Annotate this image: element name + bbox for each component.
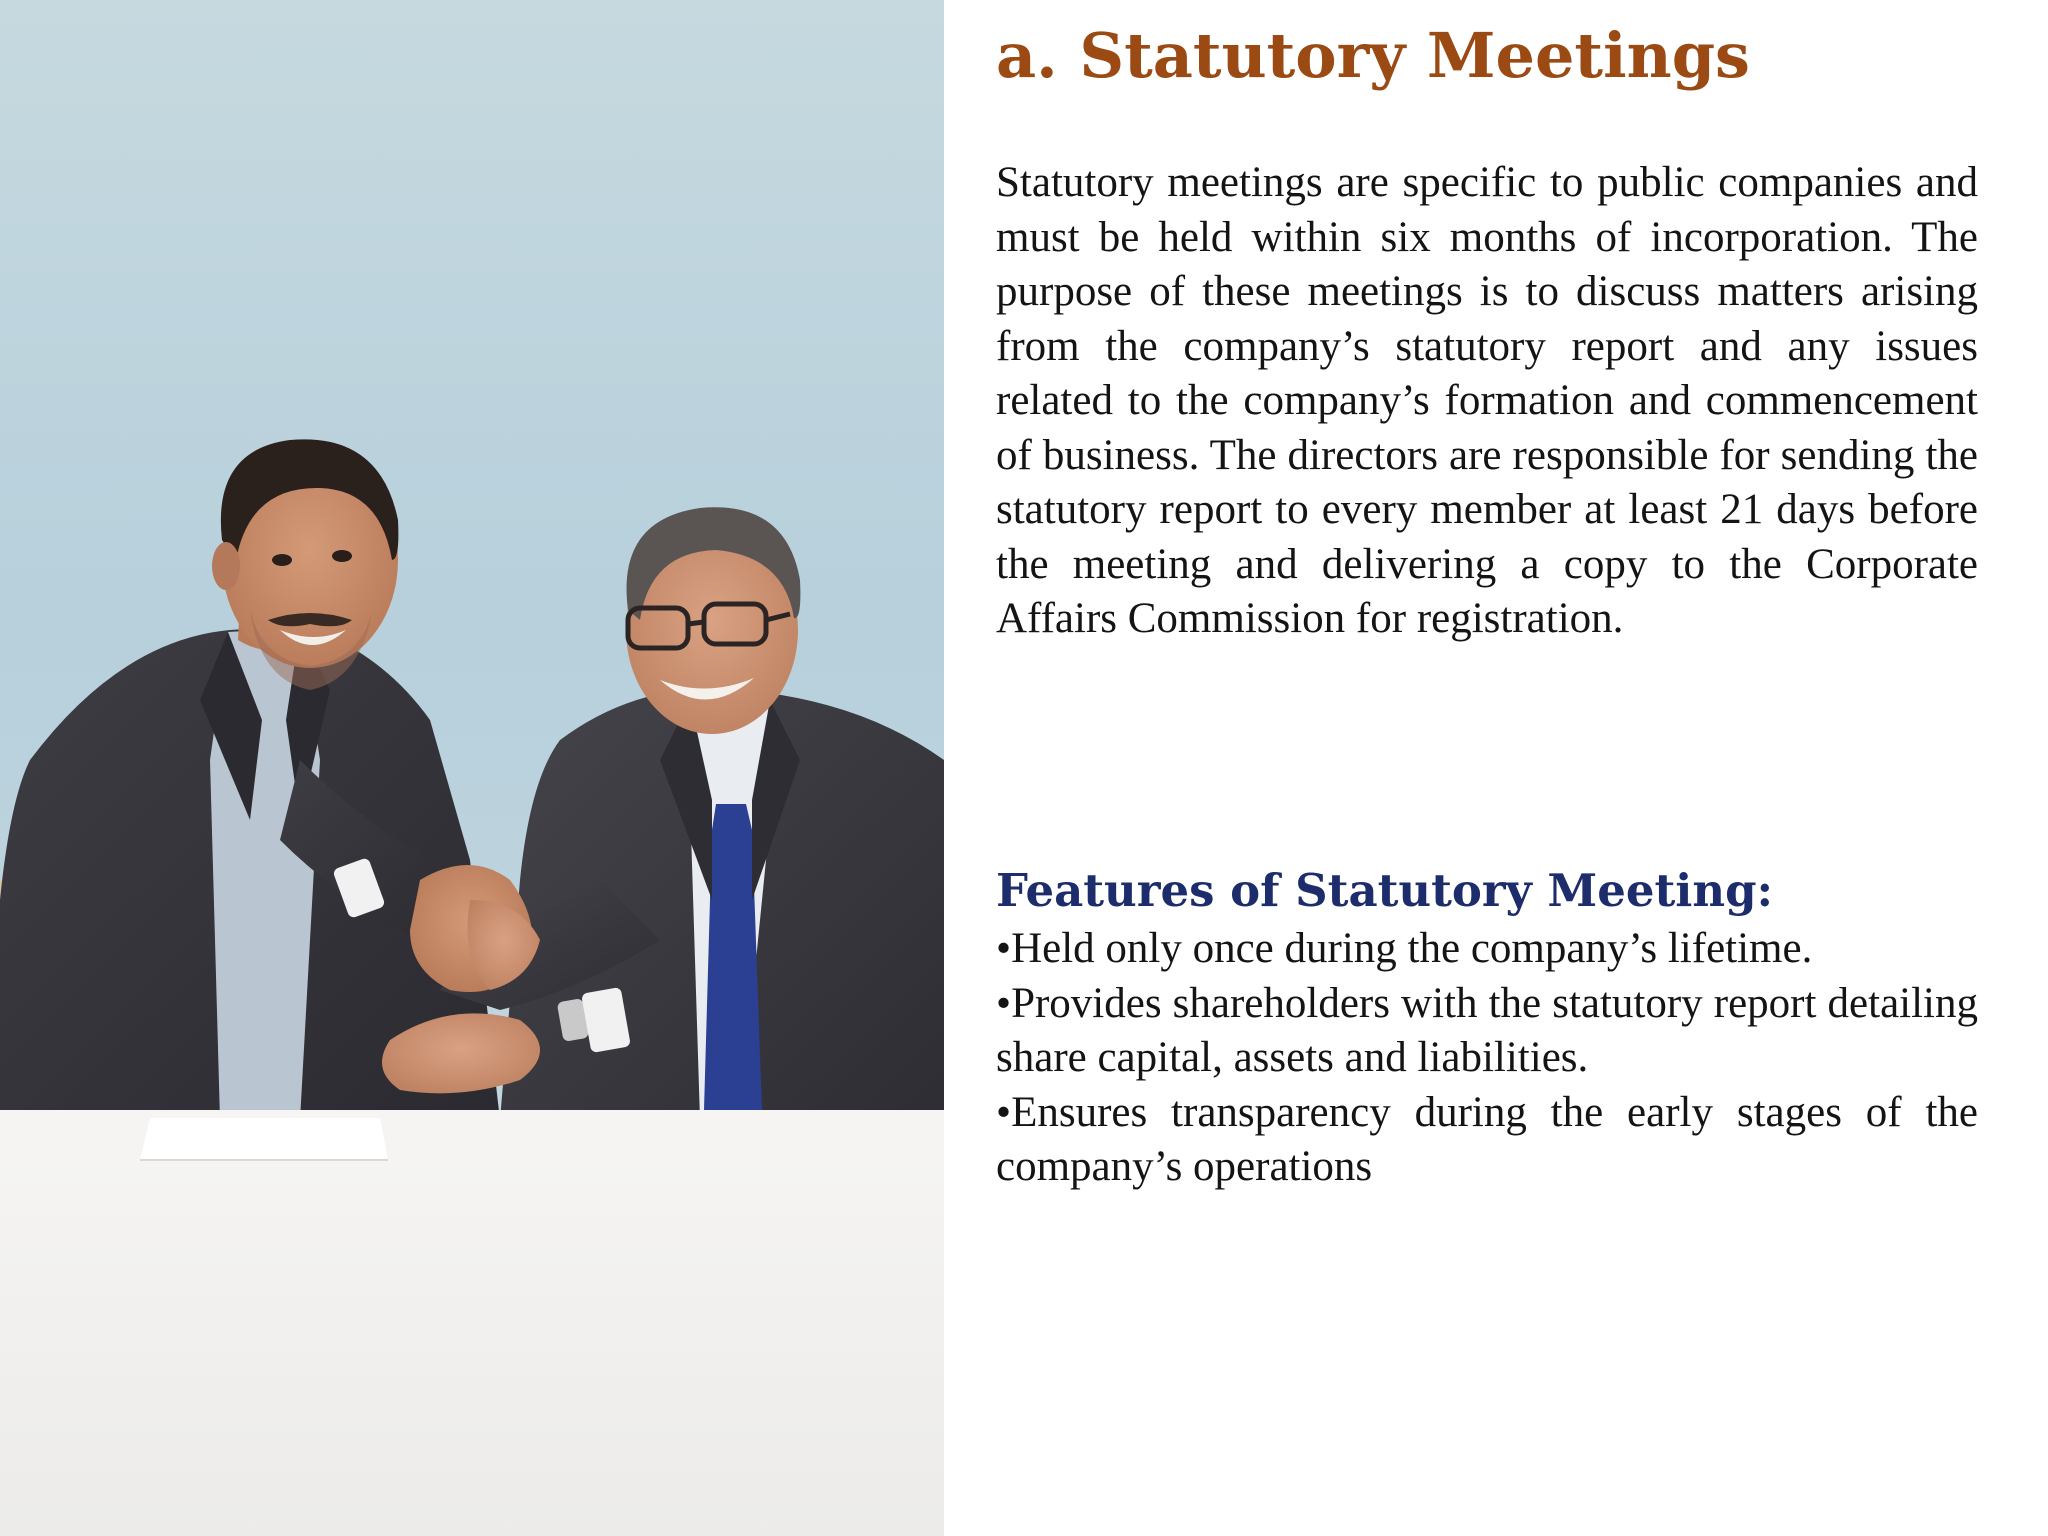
feature-text: Held only once during the company’s lifetime. [1011, 925, 1813, 972]
bullet-icon: • [996, 979, 1012, 1027]
table-surface [0, 1110, 944, 1536]
features-heading: Features of Statutory Meeting: [996, 864, 1774, 917]
handshake-illustration [0, 0, 944, 1536]
list-item [996, 922, 1978, 977]
bullet-icon: • [996, 1088, 1012, 1136]
features-list [996, 922, 1978, 1195]
body-paragraph: Statutory meetings are specific to public companies and must be held within six months of incorporation. The purpose of these meetings is to discuss matters arising from the company’s statutory report and any issues related to the company’s formation and commencement of business. The directors are responsible for sending the statutory report to every member at least 21 days before the meeting and delivering a copy to the Corporate Affairs Commission for registration. [996, 159, 1978, 642]
list-item [996, 1086, 1978, 1195]
paper-on-table [140, 1118, 388, 1160]
handshake-photo [0, 0, 944, 1536]
list-item [996, 977, 1978, 1086]
feature-text: Ensures transparency during the early stages of the company’s operations [996, 1088, 1978, 1190]
slide-title: a. Statutory Meetings [996, 19, 1750, 92]
text-panel [996, 0, 1978, 1536]
feature-text: Provides shareholders with the statutory report detailing share capital, assets and liabilities. [996, 979, 1978, 1081]
bullet-icon: • [996, 925, 1012, 972]
